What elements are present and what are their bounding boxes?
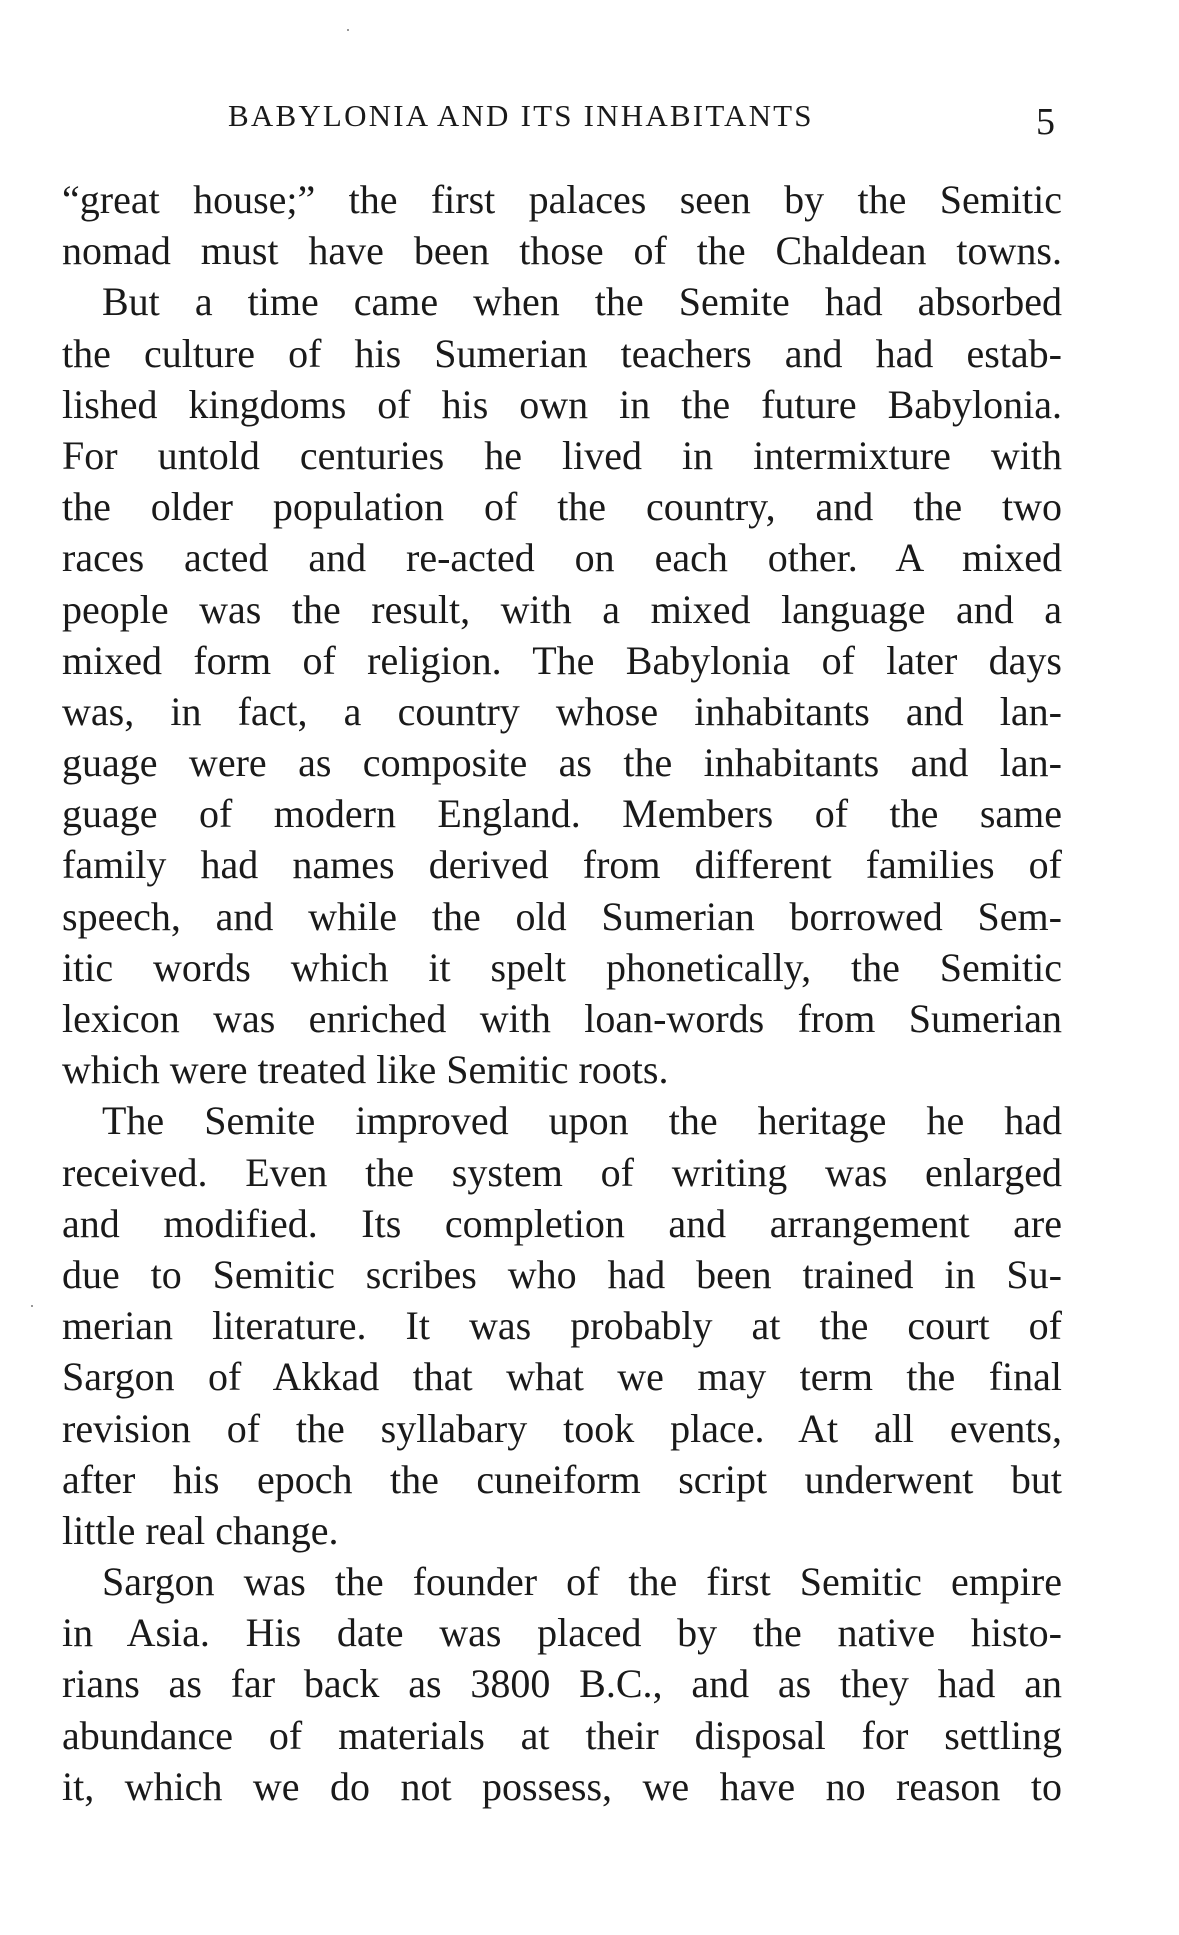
text-line: mixed form of religion. The Babylonia of later days	[62, 637, 1062, 683]
text-line: lished kingdoms of his own in the future Babylonia.	[62, 381, 1062, 427]
text-line: “great house;” the first palaces seen by the Semitic	[62, 177, 1062, 222]
text-line: it, which we do not possess, we have no reason to	[62, 1763, 1062, 1809]
text-line: merian literature. It was probably at the court of	[62, 1303, 1062, 1349]
text-line: the older population of the country, and the two	[62, 484, 1062, 530]
text-line: after his epoch the cuneiform script underwent but	[62, 1456, 1062, 1502]
text-line: guage were as composite as the inhabitants and lan-	[62, 740, 1062, 786]
scan-speck	[347, 29, 349, 31]
text-line: races acted and re-acted on each other. A mixed	[62, 535, 1062, 581]
text-line: and modified. Its completion and arrangement are	[62, 1200, 1062, 1246]
text-line: in Asia. His date was placed by the native histo-	[62, 1610, 1062, 1656]
body-text	[62, 174, 1062, 1812]
text-line: speech, and while the old Sumerian borrowed Sem-	[62, 893, 1062, 939]
text-line: received. Even the system of writing was enlarged	[62, 1149, 1062, 1195]
running-title: BABYLONIA AND ITS INHABITANTS	[228, 98, 814, 133]
text-line: due to Semitic scribes who had been trained in Su-	[62, 1251, 1062, 1297]
text-line: abundance of materials at their disposal for settling	[62, 1712, 1062, 1758]
text-line: Sargon of Akkad that what we may term the final	[62, 1354, 1062, 1400]
running-head	[0, 98, 1179, 142]
text-line: which were treated like Semitic roots.	[62, 1047, 669, 1093]
text-line: family had names derived from different families of	[62, 842, 1062, 888]
text-line: lexicon was enriched with loan-words from Sumerian	[62, 996, 1062, 1041]
text-line: itic words which it spelt phonetically, the Semitic	[62, 944, 1062, 990]
page-number: 5	[1036, 101, 1055, 143]
text-line: little real change.	[62, 1507, 339, 1553]
text-line: people was the result, with a mixed language and a	[62, 586, 1062, 632]
text-line: the culture of his Sumerian teachers and had estab-	[62, 330, 1062, 376]
text-line: nomad must have been those of the Chaldean towns.	[62, 228, 1062, 274]
text-line: rians as far back as 3800 B.C., and as they had an	[62, 1661, 1062, 1707]
text-line: revision of the syllabary took place. At all events,	[62, 1405, 1062, 1451]
text-line: The Semite improved upon the heritage he had	[102, 1098, 1062, 1144]
scan-speck	[31, 1305, 33, 1307]
text-line: But a time came when the Semite had absorbed	[102, 279, 1062, 325]
text-line: Sargon was the founder of the first Semitic empire	[102, 1559, 1062, 1605]
text-line: was, in fact, a country whose inhabitants and lan-	[62, 688, 1062, 734]
text-line: guage of modern England. Members of the same	[62, 791, 1062, 837]
text-line: For untold centuries he lived in intermixture with	[62, 432, 1062, 478]
